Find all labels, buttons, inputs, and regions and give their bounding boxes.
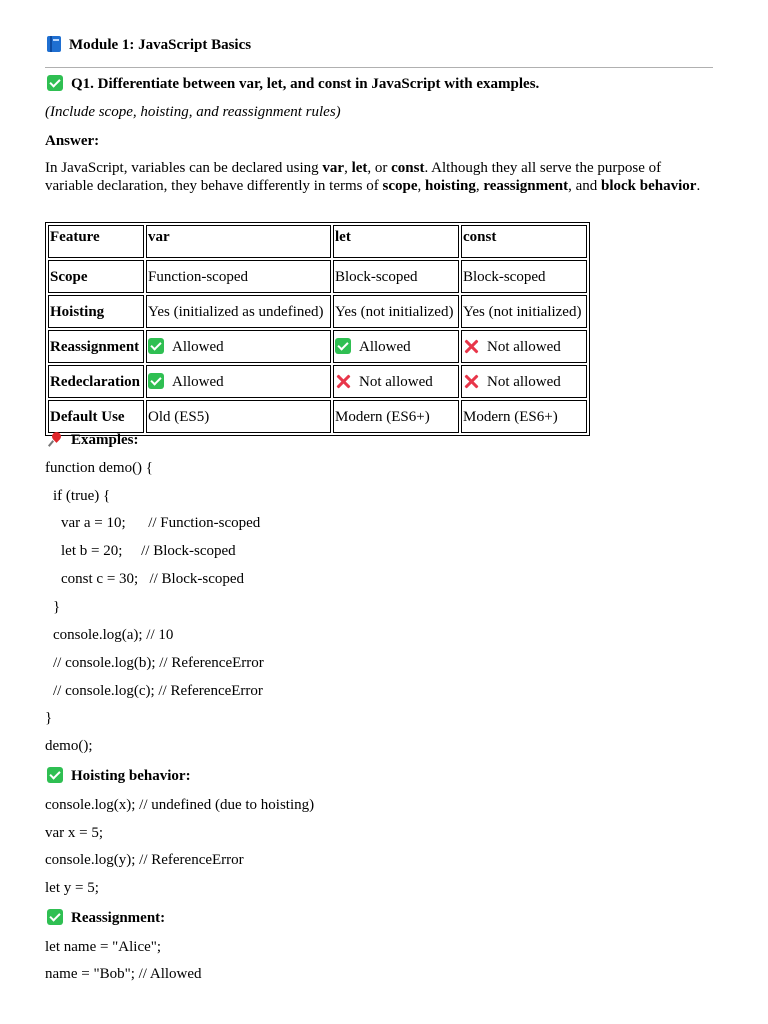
check-mark-icon bbox=[148, 373, 164, 389]
module-heading: Module 1: JavaScript Basics bbox=[47, 36, 251, 54]
code-line: // console.log(c); // ReferenceError bbox=[53, 683, 263, 699]
blue-book-icon bbox=[47, 36, 61, 52]
table-cell: Function-scoped bbox=[146, 260, 331, 293]
table-cell: Modern (ES6+) bbox=[333, 400, 459, 433]
answer-label: Answer: bbox=[45, 133, 100, 149]
table-cell: Yes (not initialized) bbox=[333, 295, 459, 328]
feature-cell: Redeclaration bbox=[48, 365, 144, 398]
pushpin-icon bbox=[47, 431, 63, 447]
code-line: } bbox=[53, 599, 61, 615]
table-cell: Yes (not initialized) bbox=[461, 295, 587, 328]
code-line: const c = 30; // Block-scoped bbox=[61, 571, 245, 587]
header-cell: Feature bbox=[48, 225, 144, 258]
check-mark-icon bbox=[47, 75, 63, 91]
header-cell: const bbox=[461, 225, 587, 258]
check-mark-icon bbox=[47, 767, 63, 783]
keyword-var: var bbox=[322, 160, 345, 176]
code-line: } bbox=[45, 710, 53, 726]
check-mark-icon bbox=[335, 338, 351, 354]
table-cell: Allowed bbox=[146, 330, 331, 363]
table-row bbox=[48, 295, 587, 328]
feature-cell: Default Use bbox=[48, 400, 144, 433]
table-cell: Old (ES5) bbox=[146, 400, 331, 433]
answer-paragraph: In JavaScript, variables can be declared using var, let, or const. Although they all serve the purpose of variable declaration, they behave differently in terms of scope, hoisting, reassignment, and block behavior. bbox=[45, 160, 701, 195]
feature-cell: Scope bbox=[48, 260, 144, 293]
code-line: if (true) { bbox=[53, 488, 111, 504]
table-cell: Allowed bbox=[146, 365, 331, 398]
table-row bbox=[48, 330, 587, 363]
table-cell: Allowed bbox=[333, 330, 459, 363]
code-line: // console.log(b); // ReferenceError bbox=[53, 655, 264, 671]
table-cell: Block-scoped bbox=[461, 260, 587, 293]
feature-cell: Hoisting bbox=[48, 295, 144, 328]
code-line: function demo() { bbox=[45, 460, 154, 476]
header-cell: let bbox=[333, 225, 459, 258]
code-line: console.log(x); // undefined (due to hoisting) bbox=[45, 797, 315, 813]
code-line: let y = 5; bbox=[45, 880, 99, 896]
table-cell: Yes (initialized as undefined) bbox=[146, 295, 331, 328]
question-note: (Include scope, hoisting, and reassignment rules) bbox=[45, 104, 341, 120]
code-line: var a = 10; // Function-scoped bbox=[61, 515, 261, 531]
keyword-let: let bbox=[351, 160, 368, 176]
cross-mark-icon bbox=[335, 373, 351, 389]
table-cell: Modern (ES6+) bbox=[461, 400, 587, 433]
code-line: name = "Bob"; // Allowed bbox=[45, 966, 202, 982]
table-cell: Not allowed bbox=[333, 365, 459, 398]
header-cell: var bbox=[146, 225, 331, 258]
check-mark-icon bbox=[47, 909, 63, 925]
table-row bbox=[48, 260, 587, 293]
code-line: console.log(y); // ReferenceError bbox=[45, 852, 244, 868]
cross-mark-icon bbox=[463, 338, 479, 354]
code-line: let b = 20; // Block-scoped bbox=[61, 543, 236, 559]
cross-mark-icon bbox=[463, 373, 479, 389]
question-heading: Q1. Differentiate between var, let, and const in JavaScript with examples. bbox=[47, 75, 539, 93]
comparison-table bbox=[45, 222, 590, 436]
divider bbox=[45, 67, 713, 68]
table-row bbox=[48, 400, 587, 433]
table-cell: Not allowed bbox=[461, 365, 587, 398]
code-line: demo(); bbox=[45, 738, 93, 754]
table-cell: Not allowed bbox=[461, 330, 587, 363]
examples-heading: Examples: bbox=[47, 431, 139, 449]
code-line: console.log(a); // 10 bbox=[53, 627, 174, 643]
table-header-row bbox=[48, 225, 587, 258]
code-line: var x = 5; bbox=[45, 825, 104, 841]
hoisting-heading: Hoisting behavior: bbox=[47, 767, 191, 785]
feature-cell: Reassignment bbox=[48, 330, 144, 363]
reassignment-heading: Reassignment: bbox=[47, 909, 165, 927]
check-mark-icon bbox=[148, 338, 164, 354]
table-cell: Block-scoped bbox=[333, 260, 459, 293]
table-row bbox=[48, 365, 587, 398]
keyword-const: const bbox=[391, 160, 425, 176]
code-line: let name = "Alice"; bbox=[45, 939, 162, 955]
